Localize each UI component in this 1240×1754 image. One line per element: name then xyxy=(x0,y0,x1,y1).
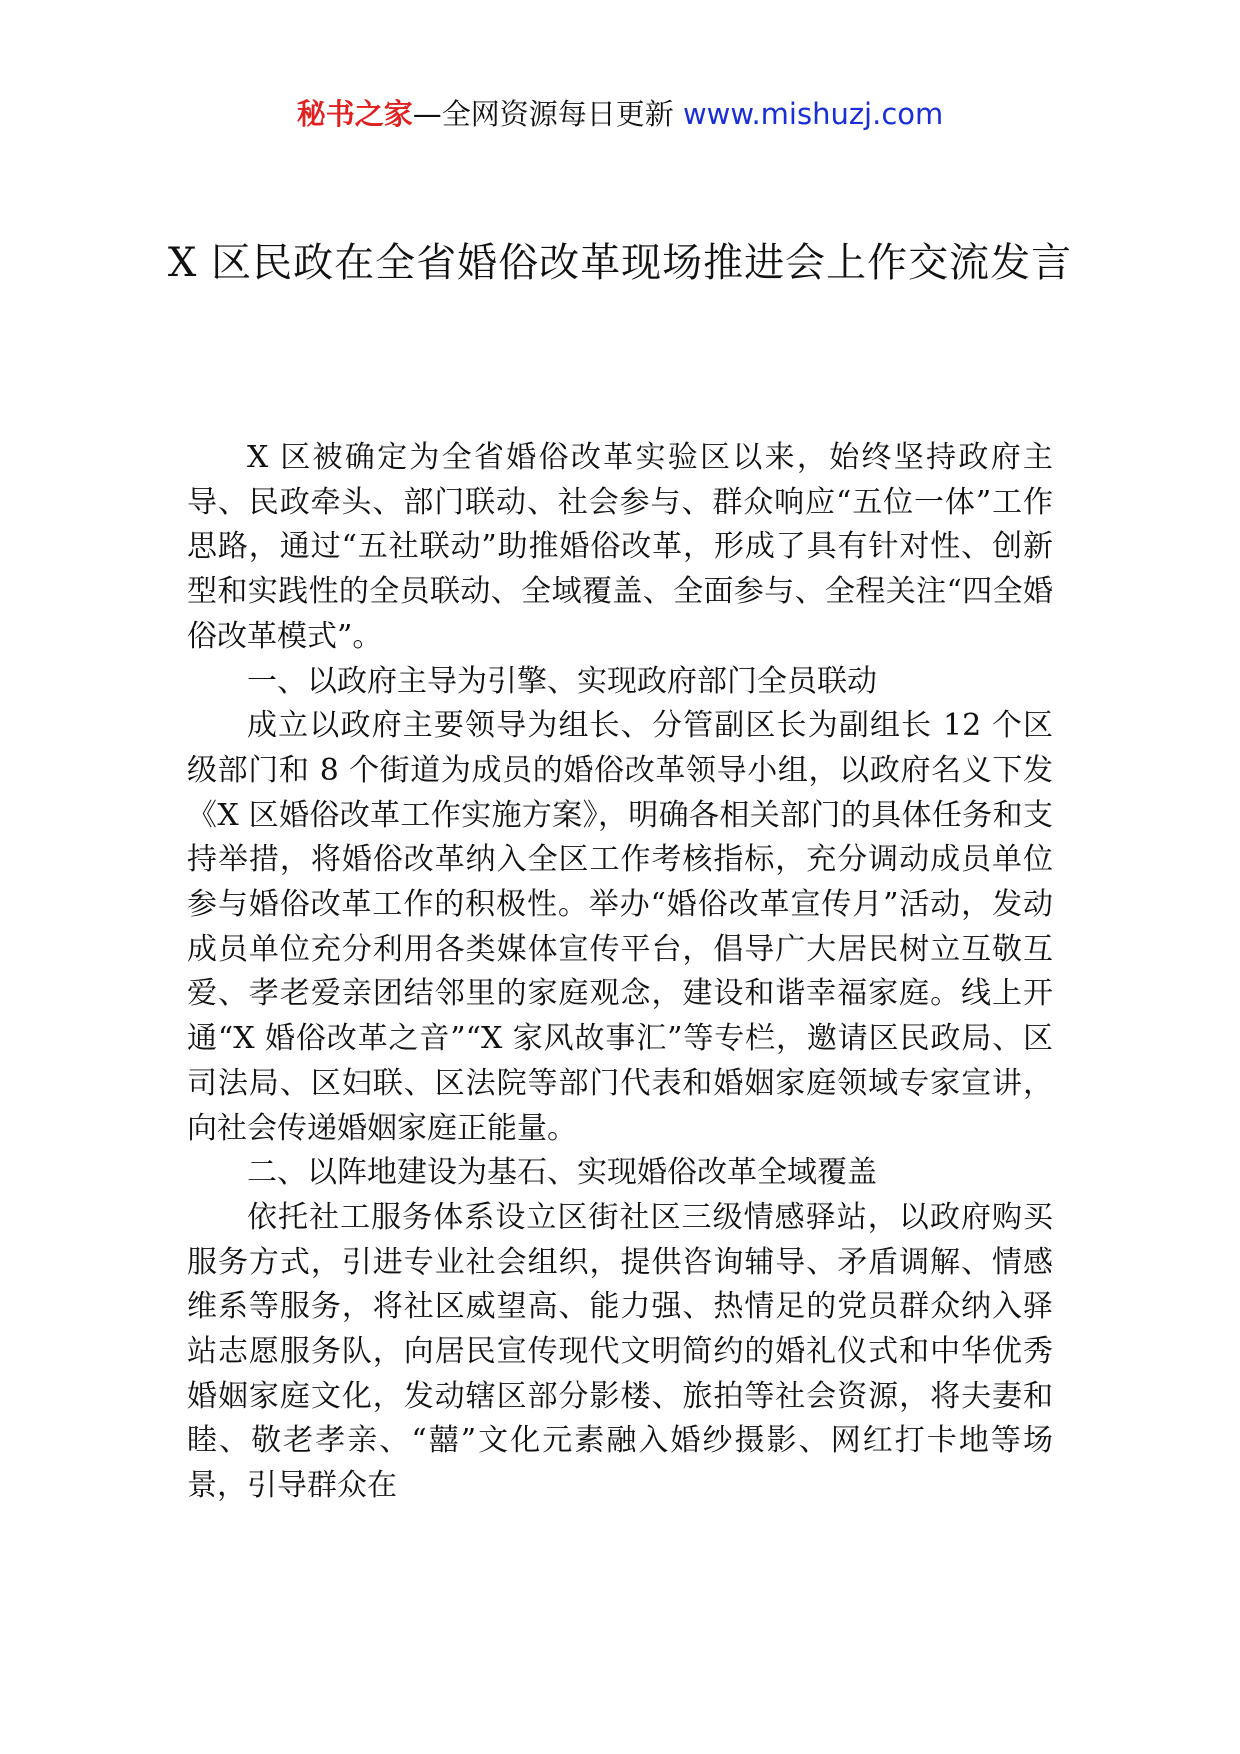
intro-paragraph: X 区被确定为全省婚俗改革实验区以来，始终坚持政府主导、民政牵头、部门联动、社会参与、群众响应“五位一体”工作思路，通过“五社联动”助推婚俗改革，形成了具有针对性、创新型和实践性的全员联动、全域覆盖、全面参与、全程关注“四全婚俗改革模式”。 xyxy=(187,440,1053,654)
document-title: X 区民政在全省婚俗改革现场推进会上作交流发言 xyxy=(167,240,1073,286)
site-header xyxy=(0,94,1240,134)
site-slogan: —全网资源每日更新 xyxy=(412,97,674,131)
body-paragraph: 成立以政府主要领导为组长、分管副区长为副组长 12 个区级部门和 8 个街道为成员的婚俗改革领导小组，以政府名义下发《X 区婚俗改革工作实施方案》，明确各相关部门的具体任务和支持举措，将婚俗改革纳入全区工作考核指标，充分调动成员单位参与婚俗改革工作的积极性。举办“婚俗改革宣传月”活动，发动成员单位充分利用各类媒体宣传平台，倡导广大居民树立互敬互爱、孝老爱亲团结邻里的家庭观念，建设和谐幸福家庭。线上开通“X 婚俗改革之音”“X 家风故事汇”等专栏，邀请区民政局、区司法局、区妇联、区法院等部门代表和婚姻家庭领域专家宣讲，向社会传递婚姻家庭正能量。 xyxy=(187,708,1053,1146)
site-brand: 秘书之家 xyxy=(296,97,413,131)
body-paragraph: 依托社工服务体系设立区街社区三级情感驿站，以政府购买服务方式，引进专业社会组织，提供咨询辅导、矛盾调解、情感维系等服务，将社区威望高、能力强、热情足的党员群众纳入驿站志愿服务队，向居民宣传现代文明简约的婚礼仪式和中华优秀婚姻家庭文化，发动辖区部分影楼、旅拍等社会资源，将夫妻和睦、敬老孝亲、“囍”文化元素融入婚纱摄影、网红打卡地等场景，引导群众在 xyxy=(187,1199,1053,1504)
section-heading-2: 二、以阵地建设为基石、实现婚俗改革全域覆盖 xyxy=(247,1155,877,1191)
site-url-link[interactable]: www.mishuzj.com xyxy=(682,97,944,131)
section-heading-1: 一、以政府主导为引擎、实现政府部门全员联动 xyxy=(247,663,877,699)
document-body xyxy=(187,436,1053,1509)
